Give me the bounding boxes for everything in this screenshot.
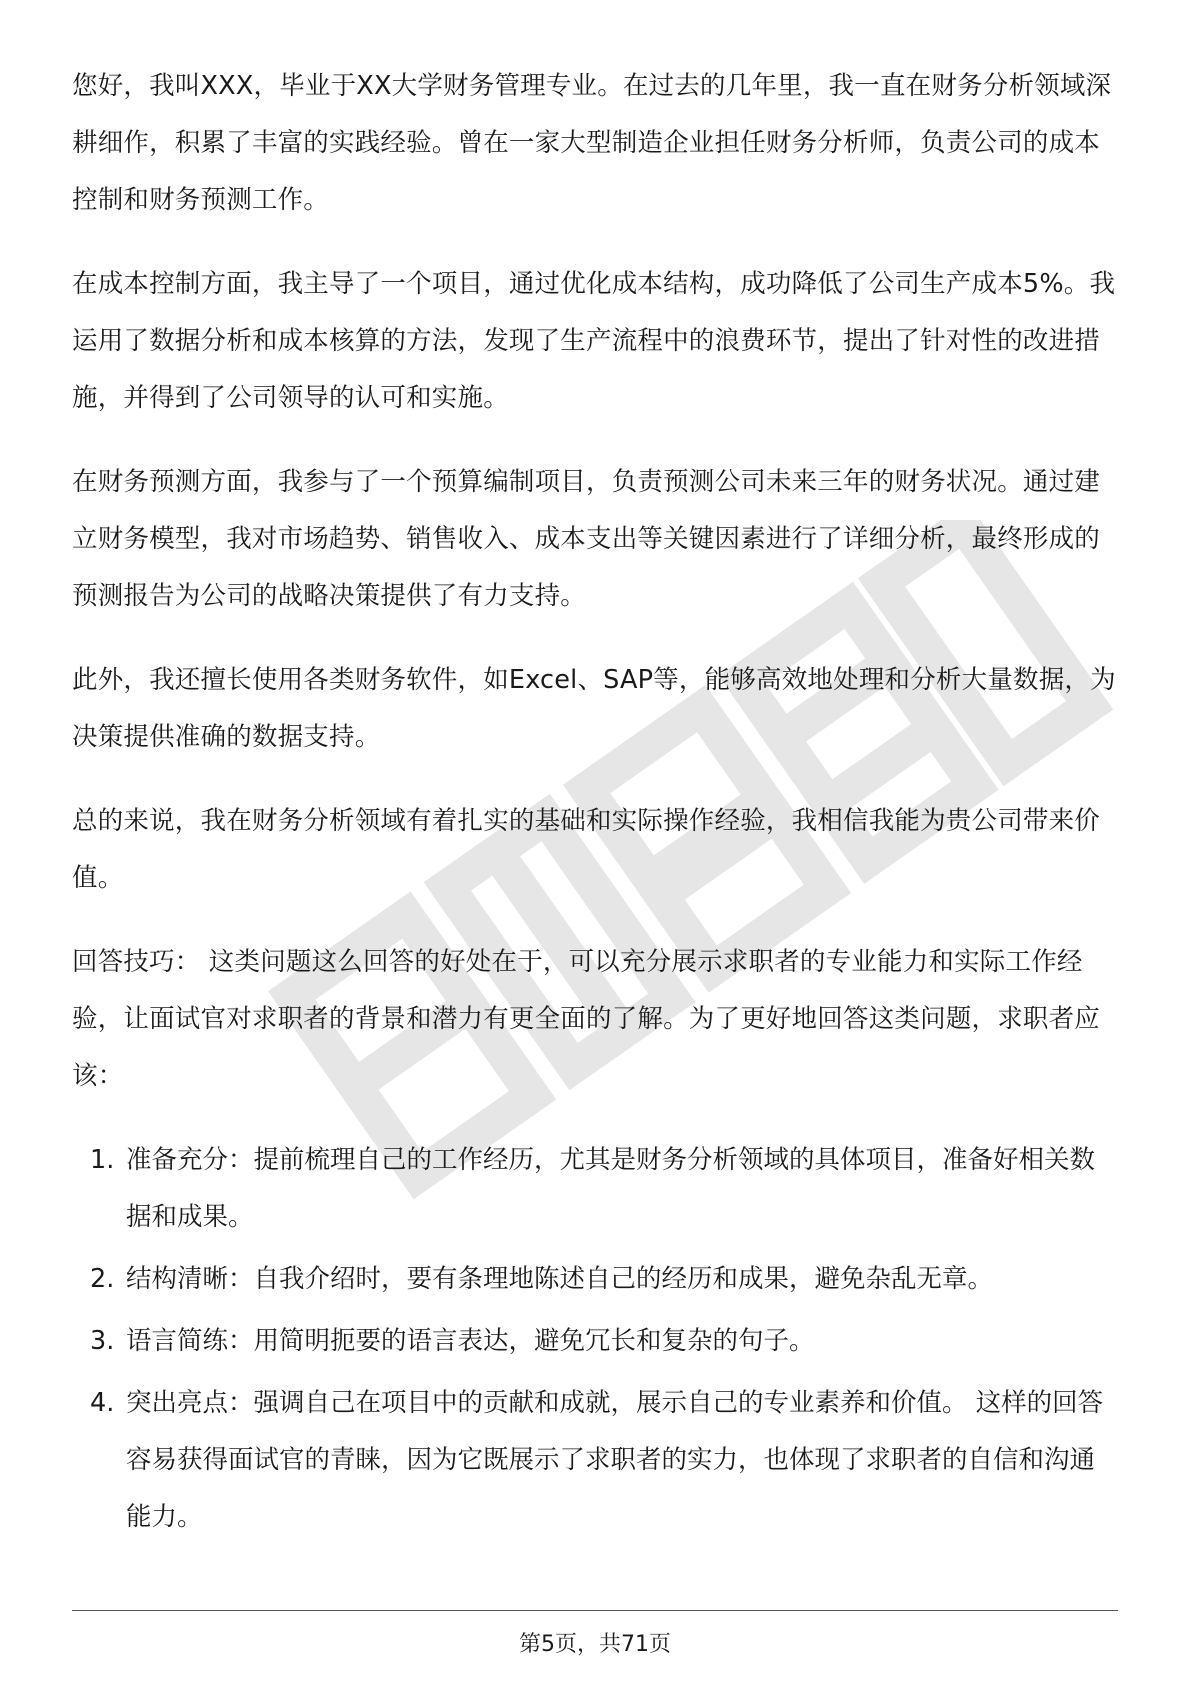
- list-item: [72, 1375, 1118, 1546]
- list-item: [72, 1251, 1118, 1308]
- software-paragraph: 此外，我还擅长使用各类财务软件，如Excel、SAP等，能够高效地处理和分析大量数据，为决策提供准确的数据支持。: [72, 665, 1116, 752]
- tips-intro-paragraph: 回答技巧： 这类问题这么回答的好处在于，可以充分展示求职者的专业能力和实际工作经验，让面试官对求职者的背景和潜力有更全面的了解。为了更好地回答这类问题，求职者应该：: [72, 947, 1101, 1091]
- list-item: [72, 1132, 1118, 1246]
- main-content: [72, 58, 1118, 1551]
- list-number: 3.: [90, 1326, 115, 1356]
- forecast-paragraph: 在财务预测方面，我参与了一个预算编制项目，负责预测公司未来三年的财务状况。通过建立财务模型，我对市场趋势、销售收入、成本支出等关键因素进行了详细分析，最终形成的预测报告为公司的战略决策提供了有力支持。: [72, 467, 1101, 611]
- summary-paragraph: 总的来说，我在财务分析领域有着扎实的基础和实际操作经验，我相信我能为贵公司带来价值。: [72, 806, 1101, 893]
- list-text: 突出亮点：强调自己在项目中的贡献和成就，展示自己的专业素养和价值。 这样的回答容易获得面试官的青睐，因为它既展示了求职者的实力，也体现了求职者的自信和沟通能力。: [126, 1388, 1104, 1532]
- tips-list: [72, 1132, 1118, 1546]
- list-number: 1.: [90, 1145, 115, 1175]
- list-text: 准备充分：提前梳理自己的工作经历，尤其是财务分析领域的具体项目，准备好相关数据和成果。: [126, 1145, 1096, 1232]
- list-item: [72, 1313, 1118, 1370]
- list-text: 语言简练：用简明扼要的语言表达，避免冗长和复杂的句子。: [126, 1326, 815, 1356]
- intro-paragraph: 您好，我叫XXX，毕业于XX大学财务管理专业。在过去的几年里，我一直在财务分析领域深耕细作，积累了丰富的实践经验。曾在一家大型制造企业担任财务分析师，负责公司的成本控制和财务预测工作。: [72, 71, 1112, 215]
- list-text: 结构清晰：自我介绍时，要有条理地陈述自己的经历和成果，避免杂乱无章。: [126, 1264, 994, 1294]
- list-number: 4.: [90, 1388, 115, 1418]
- footer-divider: [72, 1610, 1118, 1611]
- cost-control-paragraph: 在成本控制方面，我主导了一个项目，通过优化成本结构，成功降低了公司生产成本5%。我运用了数据分析和成本核算的方法，发现了生产流程中的浪费环节，提出了针对性的改进措施，并得到了公司领导的认可和实施。: [72, 269, 1116, 413]
- page-number: 第5页，共71页: [519, 1632, 671, 1657]
- list-number: 2.: [90, 1264, 115, 1294]
